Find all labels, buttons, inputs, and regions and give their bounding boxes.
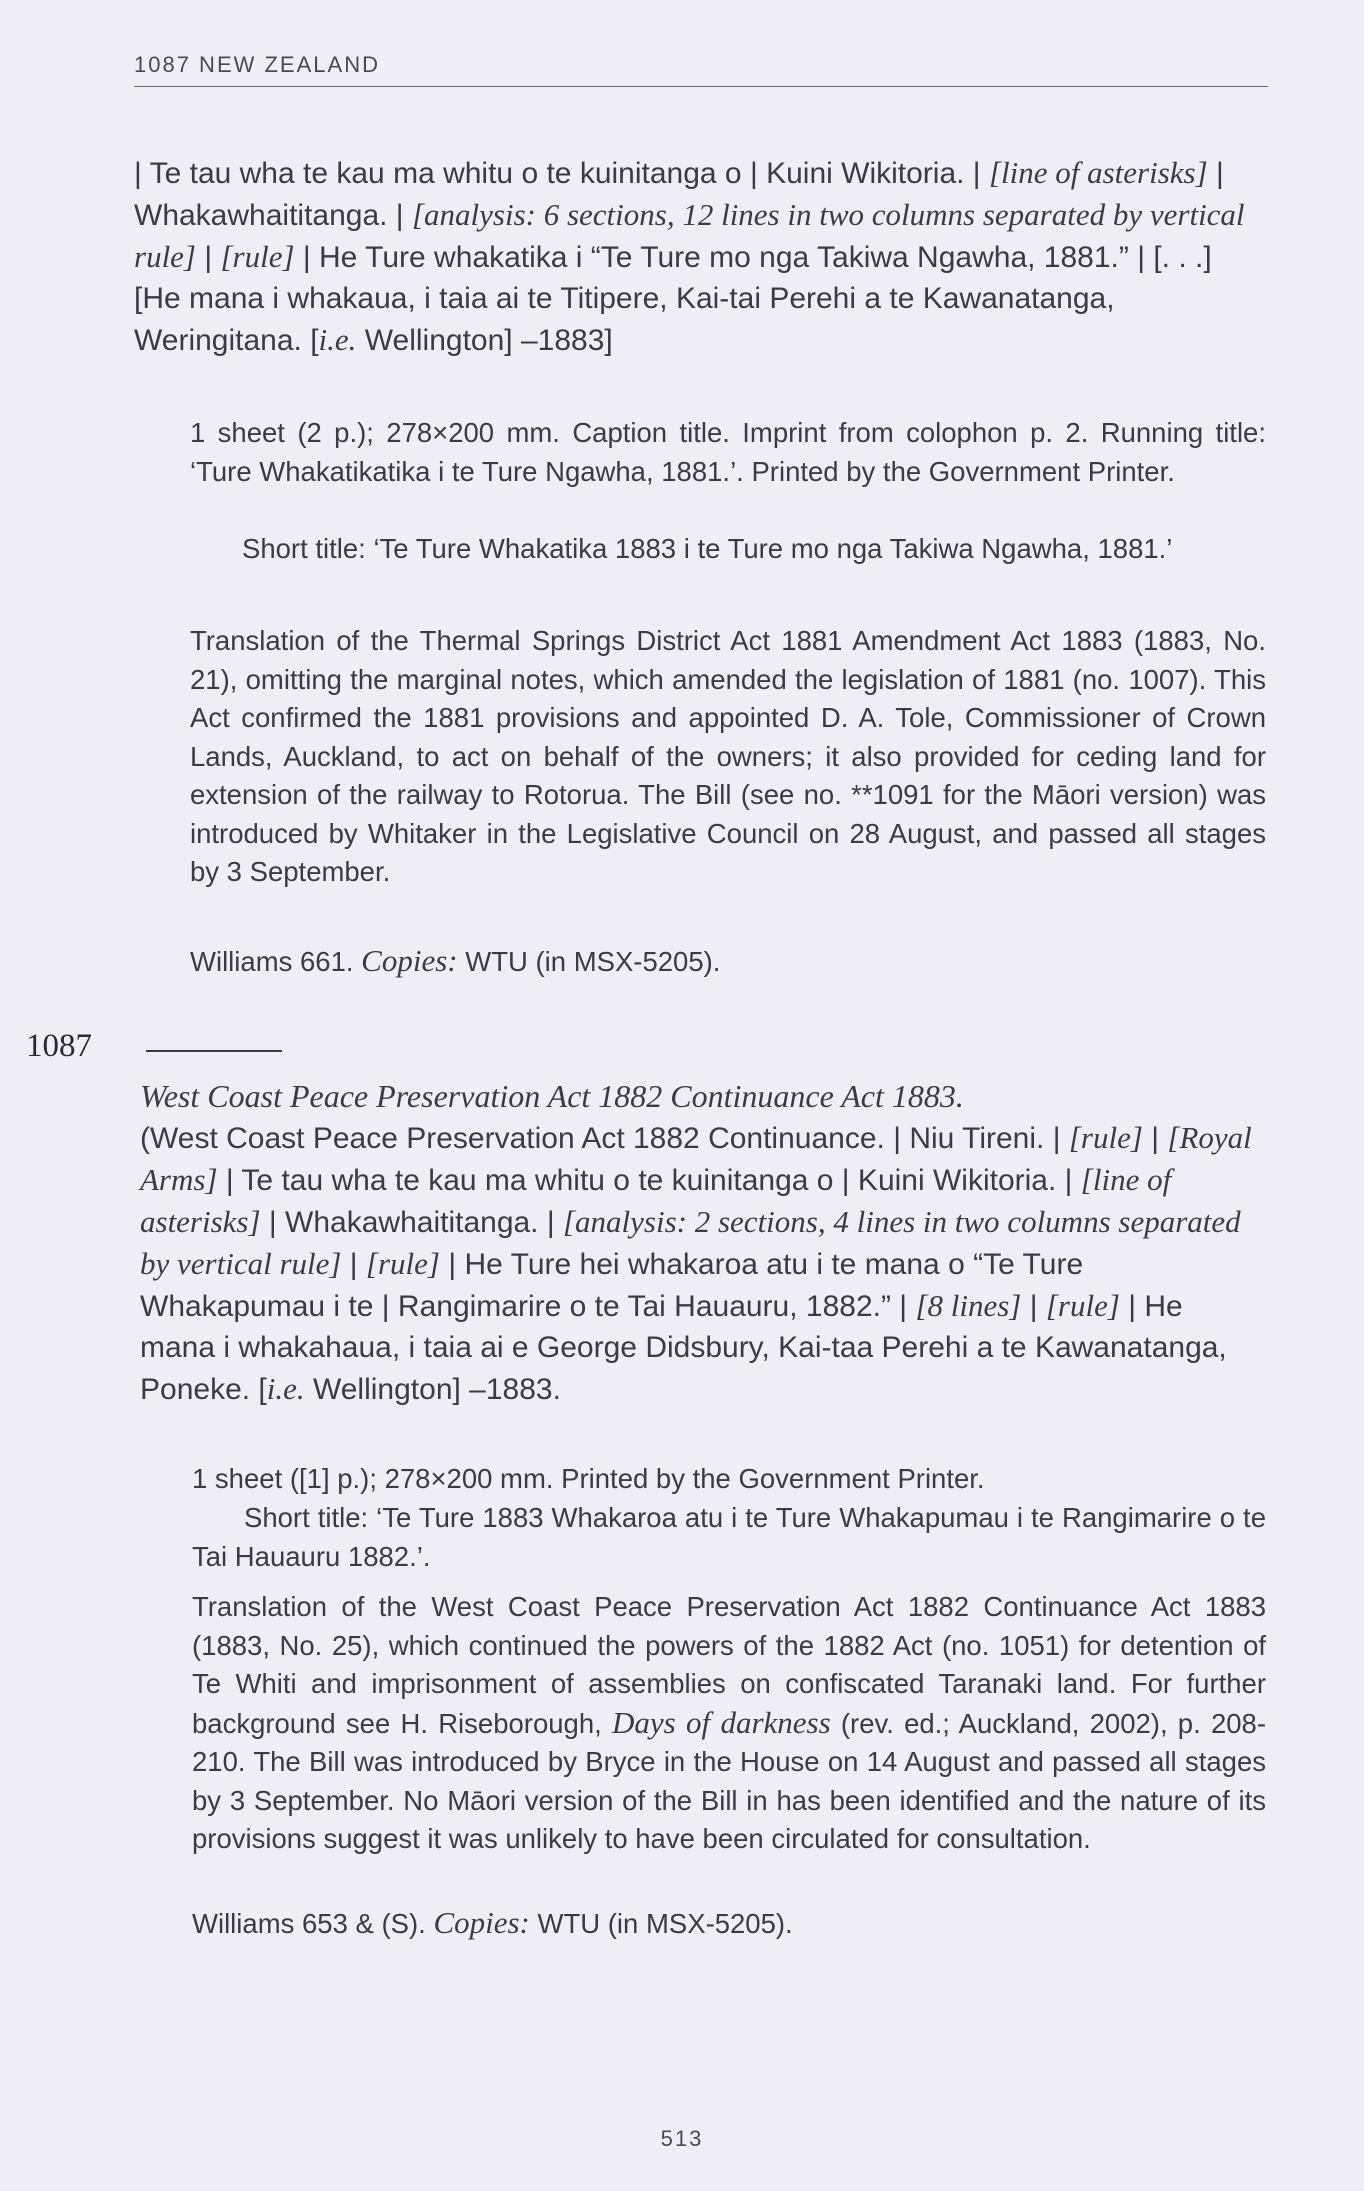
entry-number: 1087 [26, 1028, 92, 1064]
prev-entry-short-title: Short title: ‘Te Ture Whakatika 1883 i te Ture mo nga Takiwa Ngawha, 1881.’ [242, 533, 1173, 564]
entry-references: Williams 653 & (S). Copies: WTU (in MSX-5205). [192, 1905, 793, 1940]
prev-entry-collation: 1 sheet (2 p.); 278×200 mm. Caption title. Imprint from colophon p. 2. Running title: ‘Ture Whakatikatika i te Ture Ngawha, 1881.’. Printed by the Government Printer. [190, 417, 1266, 487]
prev-entry-transcription: | Te tau wha te kau ma whitu o te kuinitanga o | Kuini Wikitoria. | [line of asterisks] | Whakawhaititanga. | [analysis: 6 sections, 12 lines in two columns separated by vertical rule] | [rule] | He Ture whakatika i “Te Ture mo nga Takiwa Ngawha, 1881.” | [. . .] [He mana i whakaua, i taia ai te Titipere, Kai-tai Perehi a te Kawanatanga, Weringitana. [i.e. Wellington] –1883] [134, 155, 1245, 357]
entry-author-dash [146, 1050, 282, 1052]
running-head: 1087 NEW ZEALAND [134, 52, 380, 77]
entry-note: Translation of the West Coast Peace Preservation Act 1882 Continuance Act 1883 (1883, No. 25), which continued the powers of the 1882 Act (no. 1051) for detention of Te Whiti and imprisonment of assemblies on confiscated Taranaki land. For further background see H. Riseborough, Days of darkness (rev. ed.; Auckland, 2002), p. 208-210. The Bill was introduced by Bryce in the House on 14 August and passed all stages by 3 September. No Māori version of the Bill in has been identified and the nature of its provisions suggest it was unlikely to have been circulated for consultation. [192, 1591, 1266, 1854]
page-number: 513 [660, 2126, 704, 2151]
prev-entry-note: Translation of the Thermal Springs District Act 1881 Amendment Act 1883 (1883, No. 21), omitting the marginal notes, which amended the legislation of 1881 (no. 1007). This Act confirmed the 1881 provisions and appointed D. A. Tole, Commissioner of Crown Lands, Auckland, to act on behalf of the owners; it also provided for ceding land for extension of the railway to Rotorua. The Bill (see no. **1091 for the Māori version) was introduced by Whitaker in the Legislative Council on 28 August, and passed all stages by 3 September. [190, 625, 1266, 887]
header-rule [134, 86, 1268, 87]
entry-short-title: Short title: ‘Te Ture 1883 Whakaroa atu i te Ture Whakapumau i te Rangimarire o te Tai Hauauru 1882.’. [192, 1502, 1266, 1572]
entry-title: West Coast Peace Preservation Act 1882 Continuance Act 1883. [140, 1078, 964, 1114]
prev-entry-references: Williams 661. Copies: WTU (in MSX-5205). [190, 943, 721, 978]
entry-transcription: (West Coast Peace Preservation Act 1882 Continuance. | Niu Tireni. | [rule] | [Royal Arms] | Te tau wha te kau ma whitu o te kuinitanga o | Kuini Wikitoria. | [line of asterisks] | Whakawhaititanga. | [analysis: 2 sections, 4 lines in two columns separated by vertical rule] | [rule] | He Ture hei whakaroa atu i te mana o “Te Ture Whakapumau i te | Rangimarire o te Tai Hauauru, 1882.” | [8 lines] | [rule] | He mana i whakahaua, i taia ai e George Didsbury, Kai-taa Perehi a te Kawanatanga, Poneke. [i.e. Wellington] –1883. [140, 1120, 1252, 1406]
entry-collation: 1 sheet ([1] p.); 278×200 mm. Printed by the Government Printer. [192, 1463, 985, 1494]
